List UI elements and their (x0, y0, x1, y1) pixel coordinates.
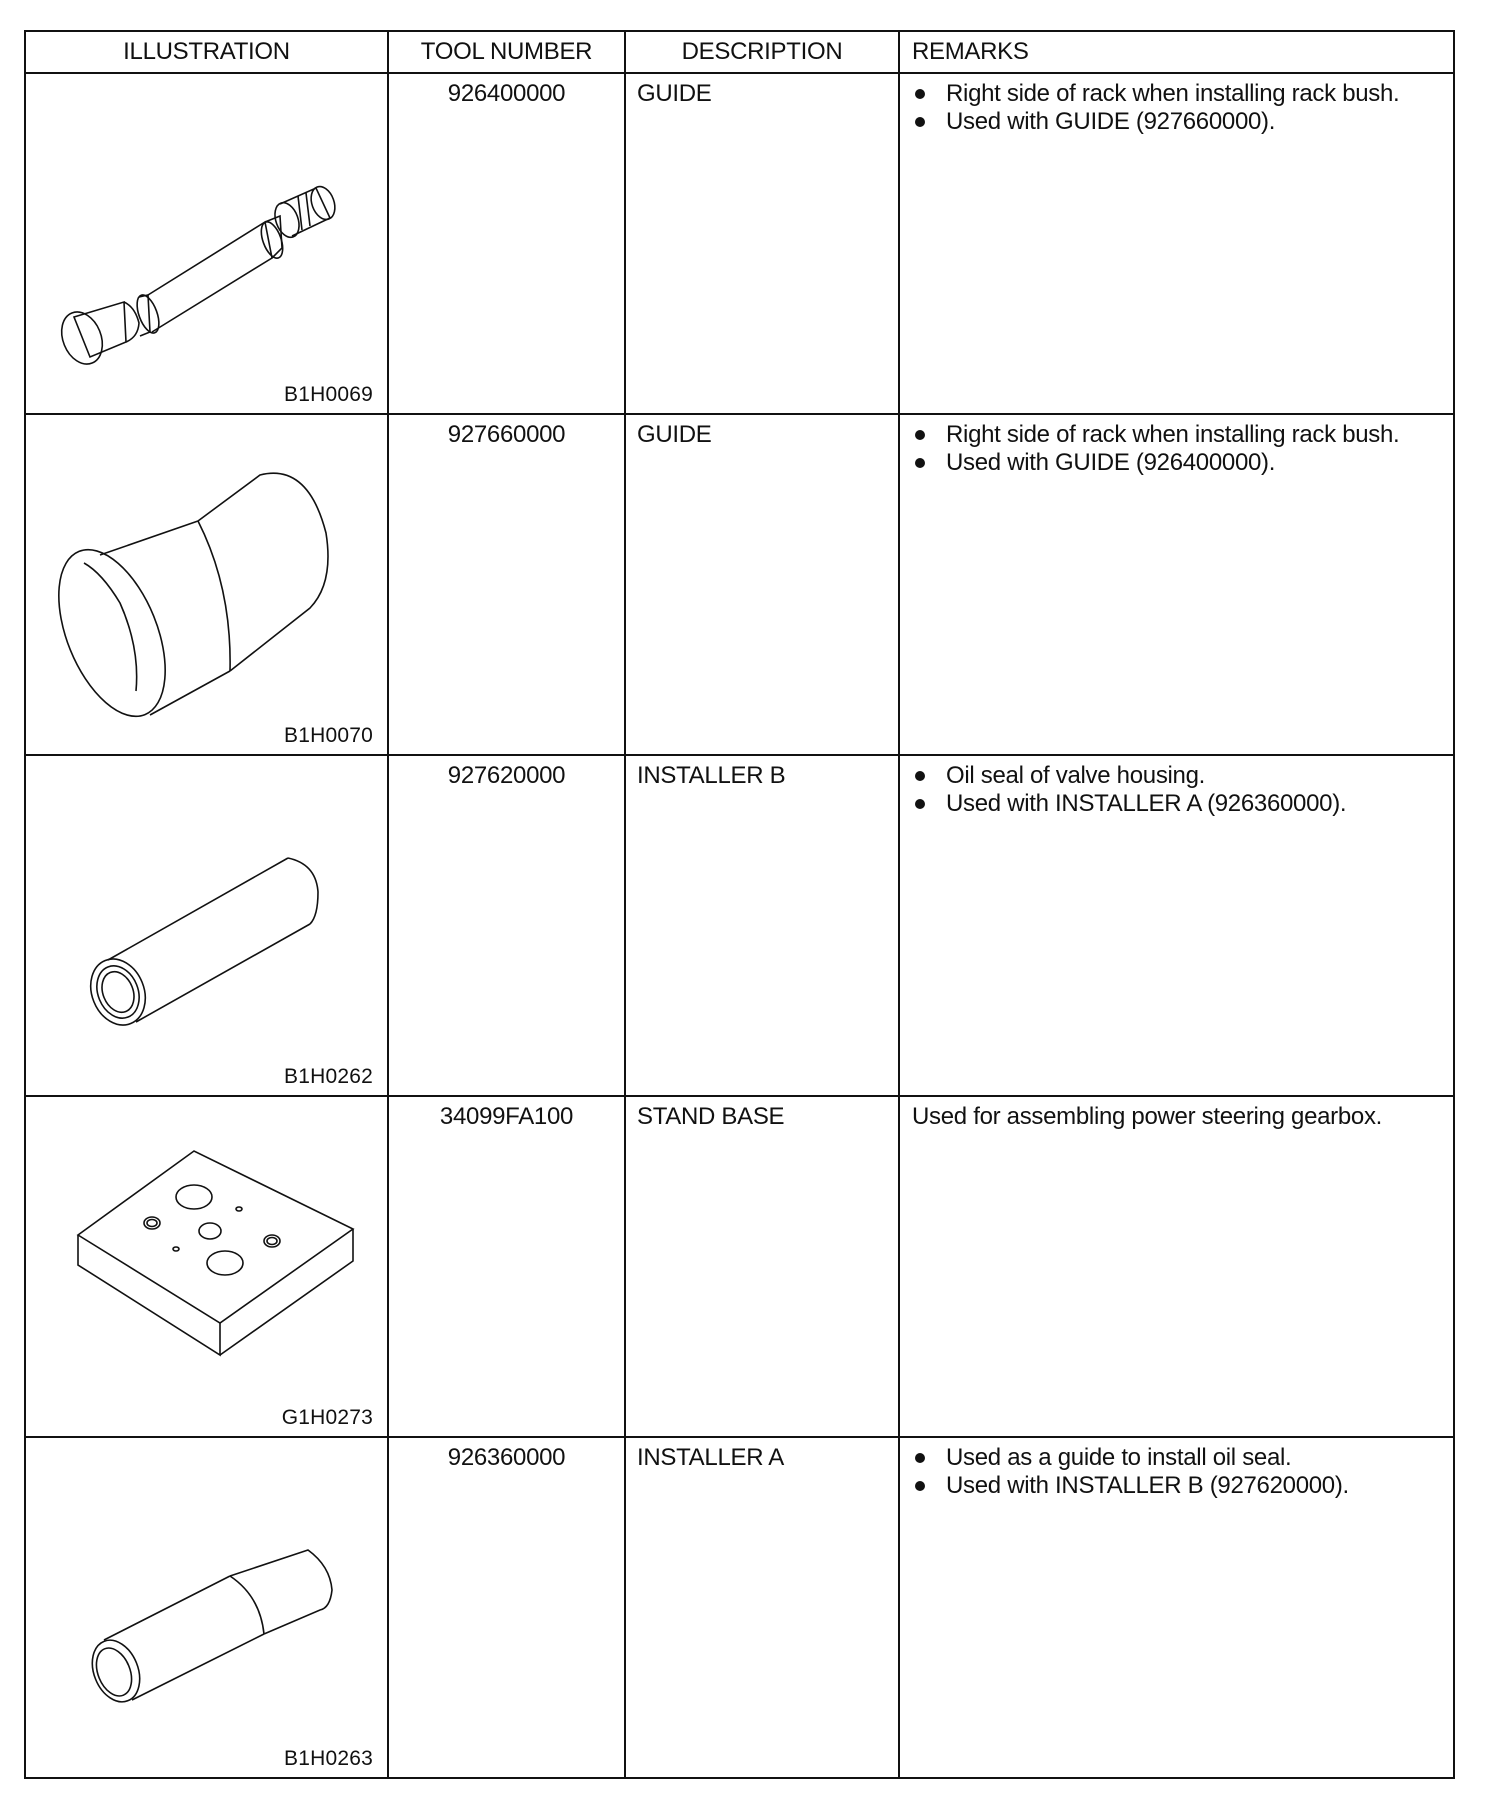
header-tool-number: TOOL NUMBER (387, 32, 624, 72)
list-item (912, 762, 1453, 790)
remark-text: Right side of rack when installing rack bush. (946, 421, 1400, 448)
bullet-icon (915, 89, 925, 99)
remarks-list (912, 762, 1453, 818)
remark-text: Used as a guide to install oil seal. (946, 1444, 1292, 1471)
remarks-list (912, 421, 1453, 477)
installer-tube-icon (40, 774, 370, 1064)
figure-code: B1H0262 (284, 1065, 373, 1088)
remarks-cell (898, 1438, 1453, 1777)
illustration-cell (26, 415, 387, 754)
bullet-icon (915, 771, 925, 781)
bullet-icon (915, 117, 925, 127)
remarks-cell (898, 1097, 1453, 1436)
header-illustration: ILLUSTRATION (123, 38, 290, 65)
bullet-icon (915, 1481, 925, 1491)
tapered-installer-icon (40, 1456, 370, 1746)
tool-description: STAND BASE (624, 1097, 898, 1436)
illustration-cell (26, 756, 387, 1095)
remarks-list (912, 1444, 1453, 1500)
table-row (26, 1436, 1453, 1777)
figure-code: B1H0070 (284, 724, 373, 747)
remark-text: Oil seal of valve housing. (946, 762, 1206, 789)
table-row (26, 413, 1453, 754)
list-item (912, 421, 1453, 449)
special-tools-table (24, 30, 1455, 1779)
tool-description: GUIDE (624, 74, 898, 413)
bullet-icon (915, 1453, 925, 1463)
remark-text: Used with GUIDE (927660000). (946, 108, 1276, 135)
remark-text: Used with GUIDE (926400000). (946, 449, 1276, 476)
illustration-cell (26, 1438, 387, 1777)
tool-number: 927620000 (387, 756, 624, 1095)
tool-number: 34099FA100 (387, 1097, 624, 1436)
stand-base-block-icon (40, 1115, 370, 1405)
remarks-cell (898, 74, 1453, 413)
list-item (912, 1444, 1453, 1472)
remark-text: Used for assembling power steering gearbox. (912, 1103, 1383, 1130)
list-item (912, 1472, 1453, 1500)
guide-sleeve-icon (40, 433, 370, 723)
figure-code: G1H0273 (281, 1406, 373, 1429)
illustration-cell (26, 1097, 387, 1436)
header-description: DESCRIPTION (624, 32, 898, 72)
table-header-row (26, 32, 1453, 72)
bullet-icon (915, 458, 925, 468)
list-item (912, 790, 1453, 818)
header-remarks: REMARKS (898, 32, 1453, 72)
illustration-cell (26, 74, 387, 413)
remark-text: Used with INSTALLER B (927620000). (946, 1472, 1349, 1499)
bullet-icon (915, 799, 925, 809)
tool-number: 926400000 (387, 74, 624, 413)
list-item (912, 108, 1453, 136)
remark-text: Used with INSTALLER A (926360000). (946, 790, 1347, 817)
figure-code: B1H0263 (284, 1747, 373, 1770)
remarks-list (912, 80, 1453, 136)
tool-description: GUIDE (624, 415, 898, 754)
table-row (26, 1095, 1453, 1436)
list-item (912, 449, 1453, 477)
guide-rod-icon (40, 92, 370, 382)
bullet-icon (915, 430, 925, 440)
figure-code: B1H0069 (284, 383, 373, 406)
list-item (912, 80, 1453, 108)
tool-description: INSTALLER A (624, 1438, 898, 1777)
tool-number: 926360000 (387, 1438, 624, 1777)
tool-number: 927660000 (387, 415, 624, 754)
table-row (26, 72, 1453, 413)
remarks-cell (898, 415, 1453, 754)
remarks-cell (898, 756, 1453, 1095)
tool-description: INSTALLER B (624, 756, 898, 1095)
table-row (26, 754, 1453, 1095)
remark-text: Right side of rack when installing rack bush. (946, 80, 1400, 107)
